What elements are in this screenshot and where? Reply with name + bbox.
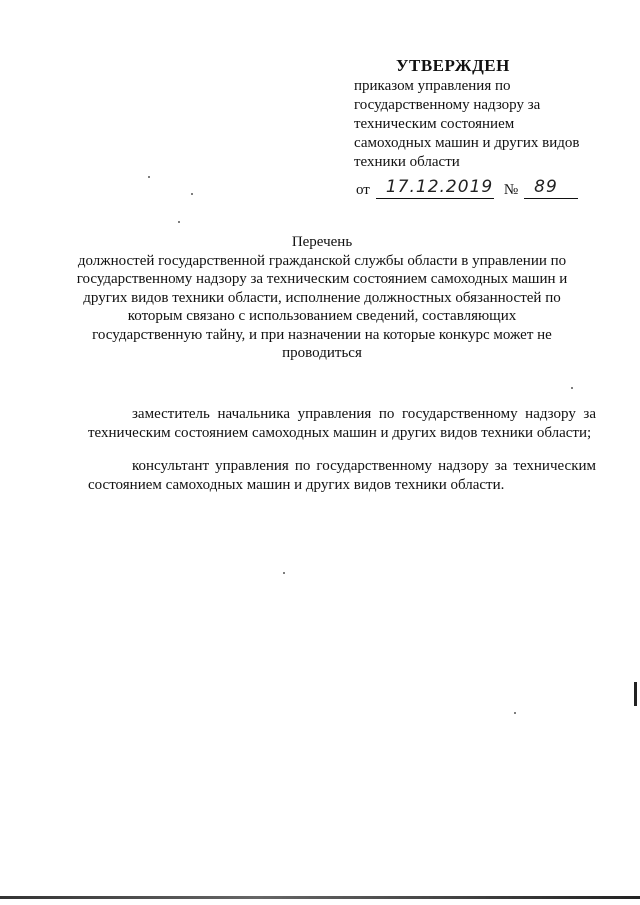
list-header [74,233,570,363]
order-date-prefix: от [356,182,370,198]
approval-block [354,56,614,172]
position-text: заместитель начальника управления по государственному надзору за техническим состоянием самоходных машин и других видов техники области; [88,406,596,441]
scan-speck [148,176,150,178]
scan-speck [191,193,193,195]
scan-speck [178,221,180,223]
scan-speck [283,572,285,574]
approval-line: техническим состоянием [354,116,515,132]
position-text: консультант управления по государственному надзору за техническим состоянием самоходных машин и других видов техники области. [88,458,596,493]
order-number-handwritten: 89 [534,177,558,197]
approval-title: УТВЕРЖДЕН [396,56,510,75]
approval-line: государственному надзору за [354,97,541,113]
scan-bottom-edge [0,896,640,899]
list-title: Перечень [291,234,353,250]
position-item [88,457,596,495]
order-date-blank [376,178,494,199]
order-details [356,178,578,199]
approval-line: приказом управления по [354,78,511,94]
scan-speck [571,387,573,389]
scan-speck [514,712,516,714]
order-date-handwritten: 17.12.2019 [385,177,494,197]
position-item [88,405,596,443]
list-description: должностей государственной гражданской службы области в управлении по государственному надзору за техническим состоянием самоходных машин и других видов техники области, исполнение должностных обязанностей по которым связано с использованием сведений, составляющих государственную тайну, и при назначении на которые конкурс может не проводиться [76,252,568,361]
approval-line: самоходных машин и других видов [354,135,580,151]
approval-line: техники области [354,154,460,170]
scan-edge-mark [634,682,637,706]
order-number-blank [524,178,578,199]
order-number-label: № [503,182,519,198]
